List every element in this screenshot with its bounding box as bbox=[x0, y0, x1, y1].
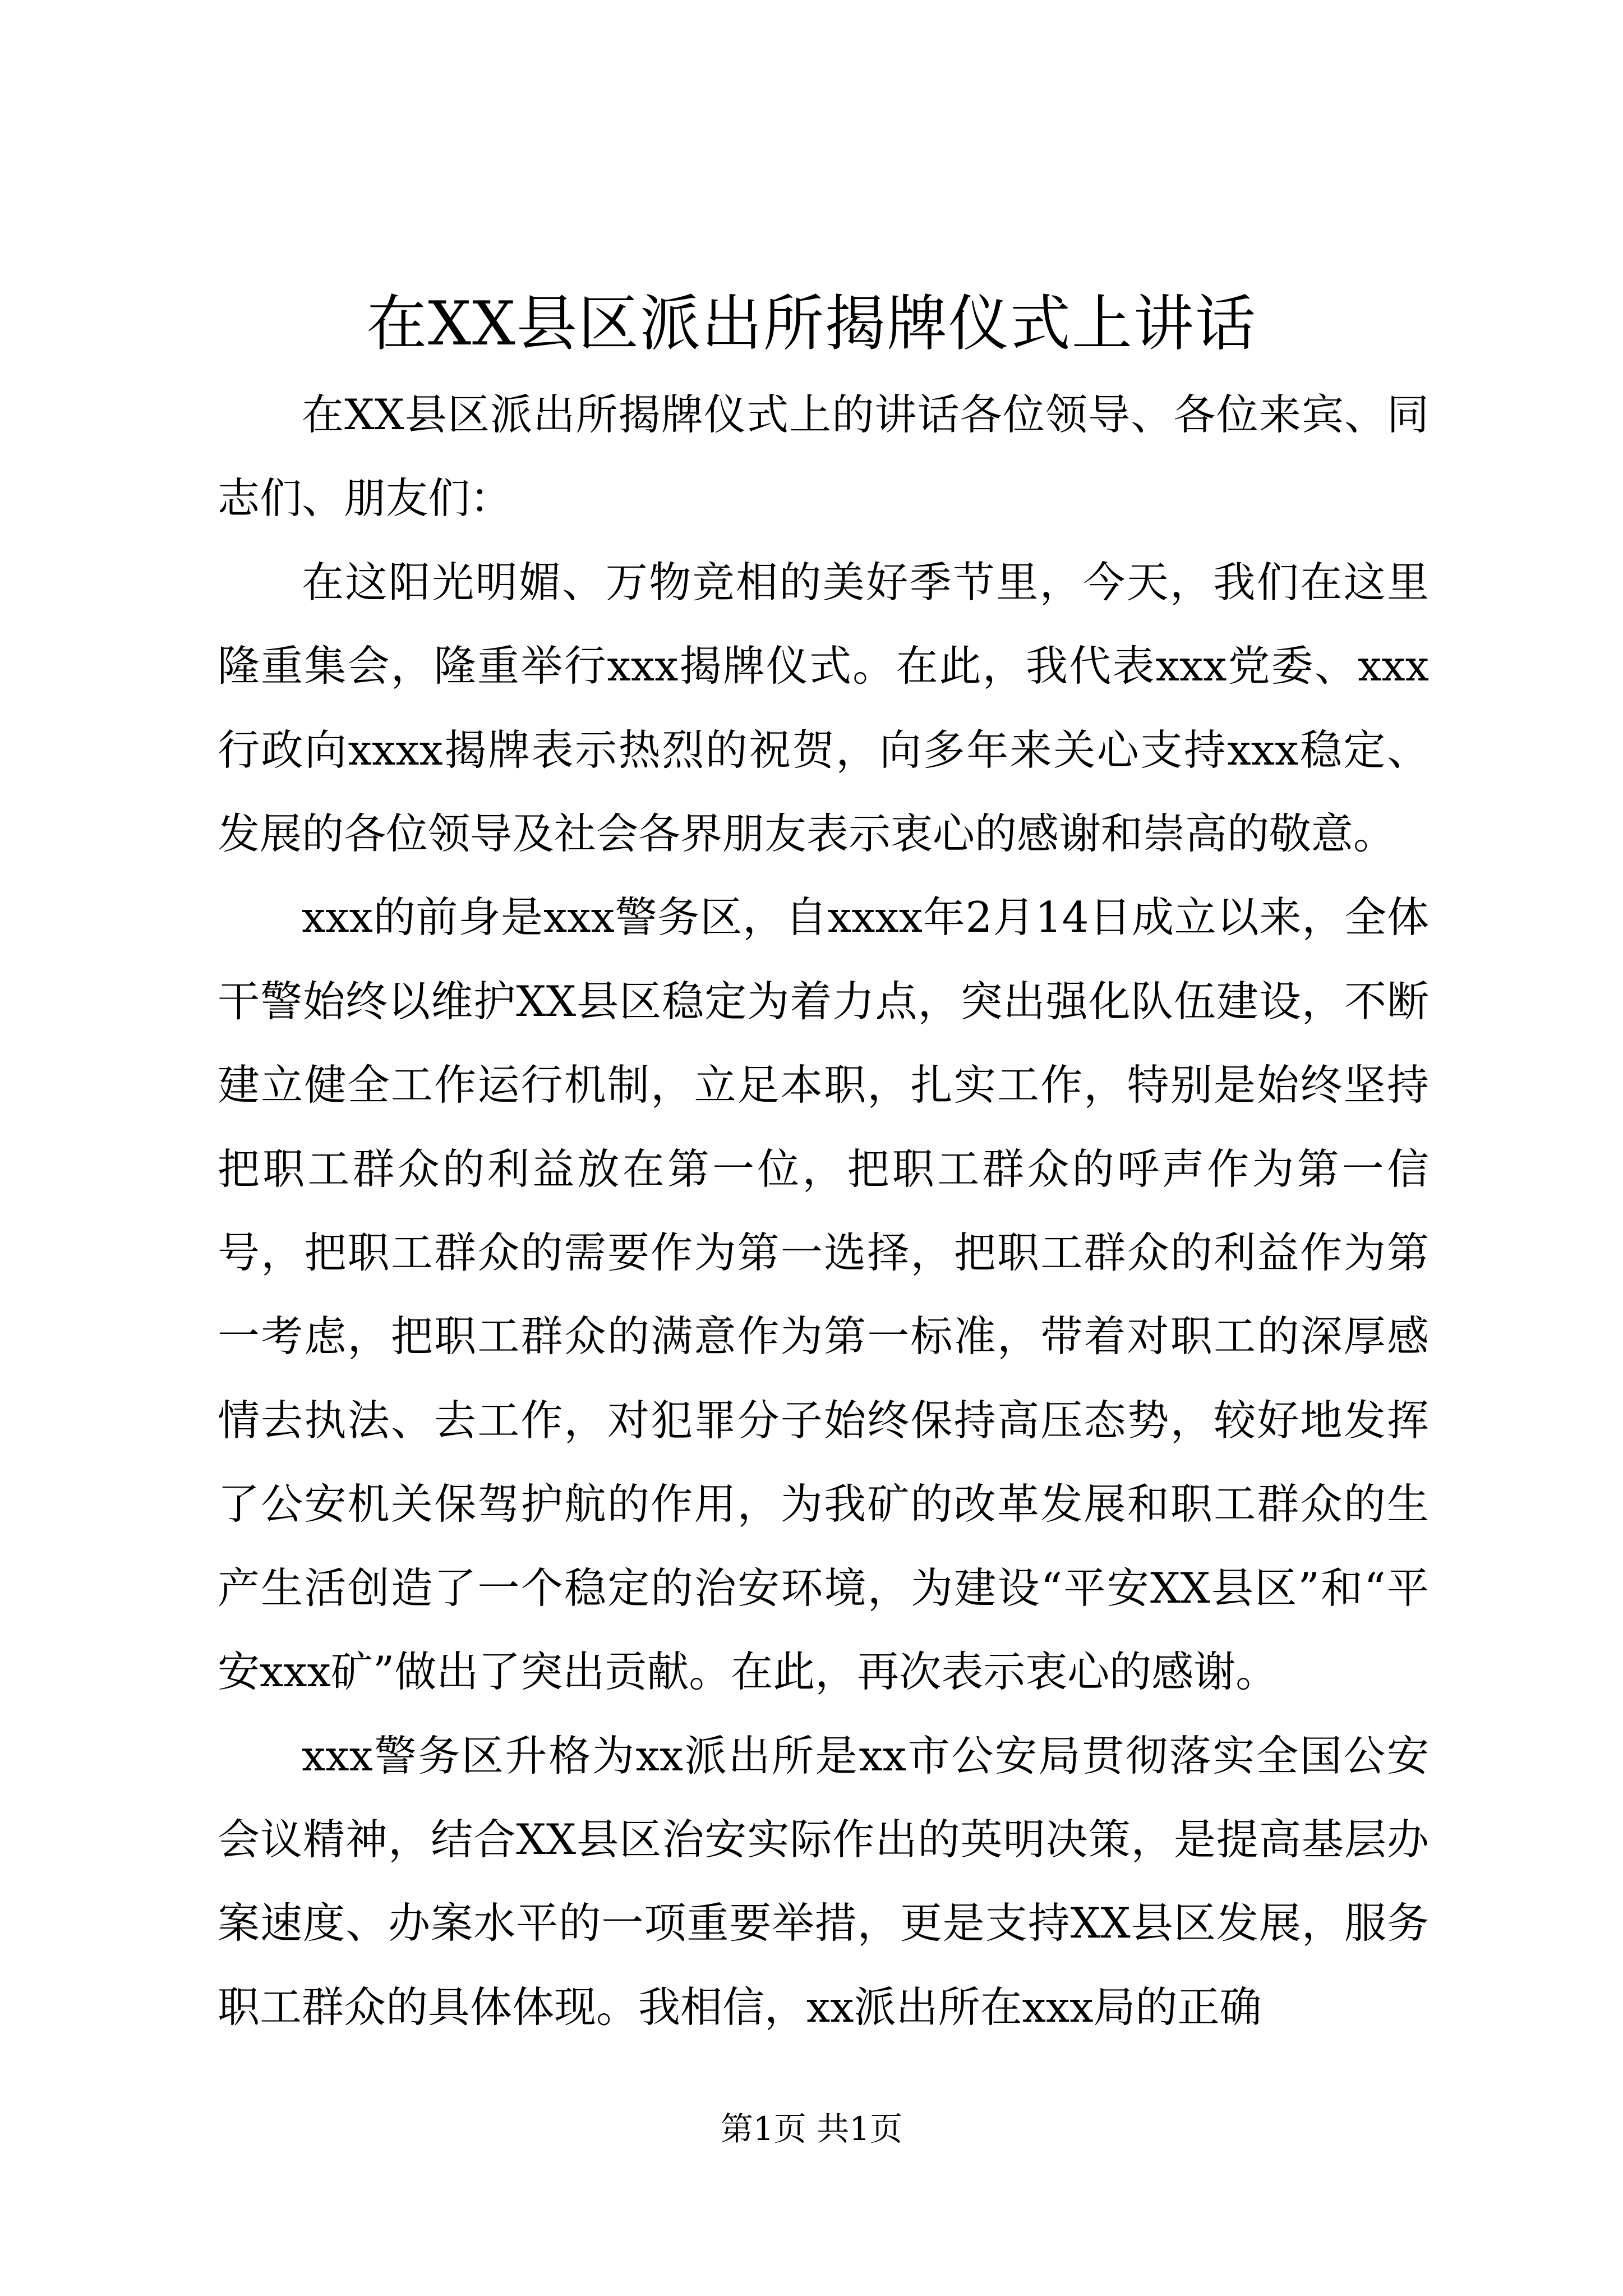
paragraph-greeting: 在XX县区派出所揭牌仪式上的讲话各位领导、各位来宾、同志们、朋友们： bbox=[218, 390, 1429, 523]
document-body bbox=[218, 373, 1429, 2049]
page-number: 第1页 bbox=[720, 2110, 806, 2148]
paragraph-congratulations: 在这阳光明媚、万物竞相的美好季节里，今天，我们在这里隆重集会，隆重举行xxx揭牌仪式。在此，我代表xxx党委、xxx行政向xxxx揭牌表示热烈的祝贺，向多年来关心支持xxx稳定、发展的各位领导及社会各界朋友表示衷心的感谢和崇高的敬意。 bbox=[218, 557, 1429, 859]
page-total: 共1页 bbox=[817, 2110, 903, 2148]
paragraph-upgrade: xxx警务区升格为xx派出所是xx市公安局贯彻落实全国公安会议精神，结合XX县区治安实际作出的英明决策，是提高基层办案速度、办案水平的一项重要举措，更是支持XX县区发展，服务职工群众的具体体现。我相信，xx派出所在xxx局的正确 bbox=[218, 1731, 1429, 2032]
paragraph-history: xxx的前身是xxx警务区，自xxxx年2月14日成立以来，全体干警始终以维护XX县区稳定为着力点，突出强化队伍建设，不断建立健全工作运行机制，立足本职，扎实工作，特别是始终坚持把职工群众的利益放在第一位，把职工群众的呼声作为第一信号，把职工群众的需要作为第一选择，把职工群众的利益作为第一考虑，把职工群众的满意作为第一标准，带着对职工的深厚感情去执法、去工作，对犯罪分子始终保持高压态势，较好地发挥了公安机关保驾护航的作用，为我矿的改革发展和职工群众的生产生活创造了一个稳定的治安环境，为建设“平安XX县区”和“平安xxx矿”做出了突出贡献。在此，再次表示衷心的感谢。 bbox=[218, 892, 1429, 1697]
document-title: 在XX县区派出所揭牌仪式上讲话 bbox=[366, 289, 1257, 359]
page-footer bbox=[0, 2106, 1623, 2151]
